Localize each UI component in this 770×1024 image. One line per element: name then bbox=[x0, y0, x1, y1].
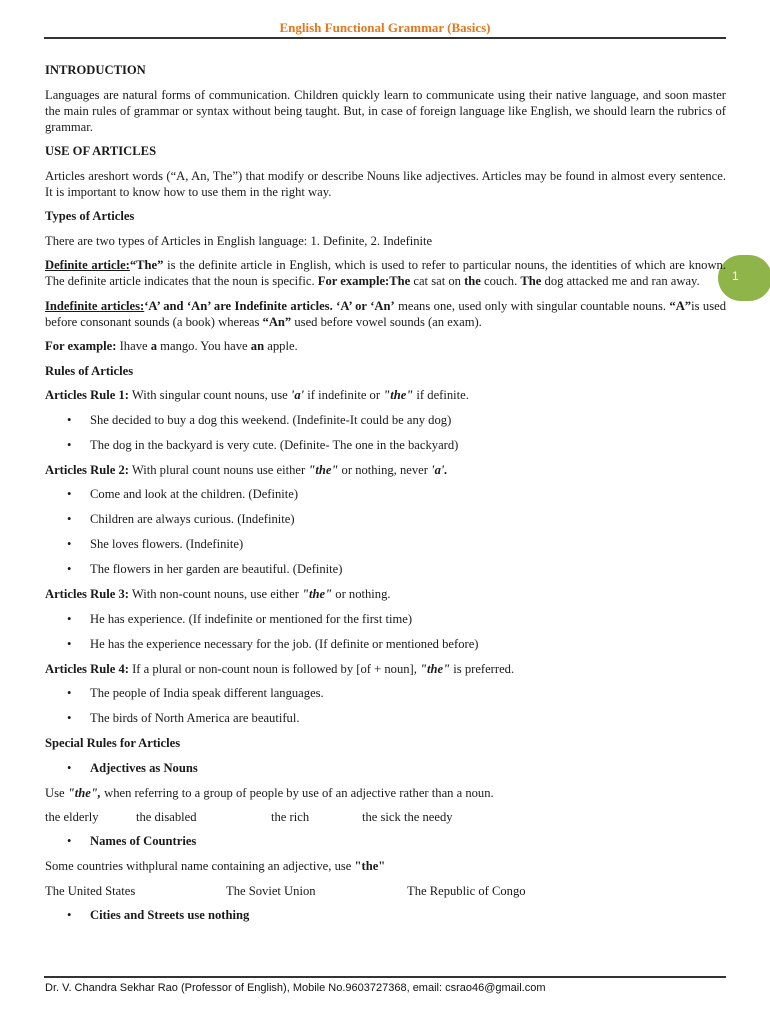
list-item-text: The people of India speak different languages. bbox=[90, 686, 324, 700]
rule-1-label: Articles Rule 1: bbox=[45, 388, 129, 402]
definite-example-the: the bbox=[464, 274, 481, 288]
bullet-icon: • bbox=[67, 537, 72, 551]
list-item bbox=[45, 486, 726, 502]
definite-label: Definite article: bbox=[45, 258, 130, 272]
example-an: an bbox=[250, 339, 265, 353]
bullet-icon: • bbox=[67, 636, 72, 651]
intro-paragraph: Languages are natural forms of communication. Children quickly learn to communicate using their native language, and soon master the main rules of grammar or syntax without being taught. But, in case of foreign language like English, we should learn the rubrics of grammar. bbox=[45, 87, 726, 134]
rule-2-the: "the" bbox=[308, 462, 339, 477]
example-text-2: mango. You have bbox=[157, 339, 251, 353]
cities-heading: Cities and Streets use nothing bbox=[90, 907, 250, 922]
list-item bbox=[45, 611, 726, 627]
bullet-icon: • bbox=[67, 834, 72, 848]
list-item-text: He has the experience necessary for the job. (If definite or mentioned before) bbox=[90, 636, 479, 651]
rule-3-the: "the" bbox=[302, 587, 333, 601]
indefinite-a: “A” bbox=[669, 298, 692, 313]
example-a: a bbox=[150, 339, 158, 353]
definite-example-label: For example:The bbox=[317, 274, 411, 288]
rule-3-label: Articles Rule 3: bbox=[45, 587, 129, 601]
definite-the: “The” bbox=[129, 258, 164, 272]
adjectives-examples bbox=[45, 809, 726, 825]
special-rules-heading: Special Rules for Articles bbox=[45, 736, 181, 750]
rule-3-text-1: With non-count nouns, use either bbox=[128, 587, 303, 601]
example-item: The United States bbox=[45, 883, 136, 898]
countries-the: "the" bbox=[354, 859, 386, 873]
list-item bbox=[45, 636, 726, 652]
list-item-text: The birds of North America are beautiful. bbox=[90, 711, 300, 725]
rules-heading: Rules of Articles bbox=[45, 363, 134, 378]
definite-paragraph bbox=[45, 257, 726, 289]
subheading-adjectives bbox=[45, 760, 726, 776]
rule-2 bbox=[45, 462, 726, 478]
rule-1-text-1: With singular count nouns, use bbox=[128, 388, 291, 402]
adjectives-text-2: when referring to a group of people by use of an adjective rather than a noun. bbox=[100, 785, 494, 800]
indefinite-bold: ‘A’ and ‘An’ are Indefinite articles. ‘A’ or ‘An’ bbox=[144, 298, 395, 313]
rule-4-the: "the" bbox=[420, 661, 451, 676]
subheading-countries bbox=[45, 833, 726, 849]
list-item bbox=[45, 685, 726, 701]
rule-1-text-3: if definite. bbox=[413, 388, 469, 402]
rule-2-text-1: With plural count nouns use either bbox=[128, 462, 309, 477]
list-item bbox=[45, 536, 726, 552]
example-item: the disabled bbox=[136, 810, 197, 824]
definite-example-The: The bbox=[520, 274, 542, 288]
intro-heading: INTRODUCTION bbox=[45, 63, 146, 77]
countries-text: Some countries withplural name containing an adjective, use bbox=[45, 859, 355, 873]
bullet-icon: • bbox=[67, 487, 72, 501]
list-item-text: She decided to buy a dog this weekend. (Indefinite-It could be any dog) bbox=[90, 412, 452, 427]
definite-text: is the definite article in English, which is used to refer to particular nouns, the identities of which are known. The definite article indicates that the noun is specific. bbox=[45, 258, 726, 288]
definite-example-text-3: dog attacked me and ran away. bbox=[541, 274, 700, 288]
list-item bbox=[45, 437, 726, 453]
articles-heading: USE OF ARTICLES bbox=[45, 144, 157, 158]
bullet-icon: • bbox=[67, 437, 72, 452]
types-heading: Types of Articles bbox=[45, 209, 135, 223]
rule-1-the: "the" bbox=[383, 388, 414, 402]
rule-1-a: 'a' bbox=[290, 388, 305, 402]
footer-rule bbox=[44, 976, 726, 978]
rule-4 bbox=[45, 661, 726, 677]
example-item: the sick the needy bbox=[362, 810, 453, 824]
rule-4-text-1: If a plural or non-count noun is followed by [of + noun], bbox=[128, 661, 421, 676]
list-item-text: Come and look at the children. (Definite) bbox=[90, 487, 299, 501]
subheading-cities bbox=[45, 907, 726, 923]
example-item: The Republic of Congo bbox=[407, 883, 526, 898]
example-paragraph bbox=[45, 338, 726, 354]
list-item-text: The flowers in her garden are beautiful. (Definite) bbox=[90, 562, 343, 576]
rule-2-a: 'a'. bbox=[431, 462, 448, 477]
example-text-3: apple. bbox=[264, 339, 298, 353]
bullet-icon: • bbox=[67, 512, 72, 526]
types-paragraph: There are two types of Articles in English language: 1. Definite, 2. Indefinite bbox=[45, 233, 433, 248]
list-item bbox=[45, 561, 726, 577]
list-item bbox=[45, 412, 726, 428]
rule-4-text-2: is preferred. bbox=[450, 661, 515, 676]
list-item-text: He has experience. (If indefinite or mentioned for the first time) bbox=[90, 611, 413, 626]
example-text-1: Ihave bbox=[116, 339, 151, 353]
page-header-title: English Functional Grammar (Basics) bbox=[279, 20, 491, 35]
example-item: the elderly bbox=[45, 810, 99, 824]
page-footer: Dr. V. Chandra Sekhar Rao (Professor of English), Mobile No.9603727368, email: csrao46@gmail.com bbox=[45, 982, 546, 994]
rule-2-label: Articles Rule 2: bbox=[45, 462, 129, 477]
definite-example-text-1: cat sat on bbox=[410, 274, 465, 288]
bullet-icon: • bbox=[67, 412, 72, 427]
page-number: 1 bbox=[732, 269, 739, 283]
list-item bbox=[45, 511, 726, 527]
list-item-text: Children are always curious. (Indefinite) bbox=[90, 512, 295, 526]
countries-heading: Names of Countries bbox=[90, 834, 197, 848]
definite-example-text-2: couch. bbox=[480, 274, 521, 288]
bullet-icon: • bbox=[67, 711, 72, 725]
indefinite-text-3: used before vowel sounds (an exam). bbox=[291, 314, 482, 329]
bullet-icon: • bbox=[67, 760, 72, 775]
list-item-text: The dog in the backyard is very cute. (Definite- The one in the backyard) bbox=[90, 437, 459, 452]
adjectives-paragraph bbox=[45, 785, 726, 801]
indefinite-an: “An” bbox=[262, 314, 292, 329]
rule-2-text-2: or nothing, never bbox=[338, 462, 432, 477]
indefinite-paragraph bbox=[45, 298, 726, 330]
adjectives-text-1: Use bbox=[45, 785, 68, 800]
header-rule bbox=[44, 37, 726, 39]
rule-4-label: Articles Rule 4: bbox=[45, 661, 129, 676]
countries-examples bbox=[45, 883, 726, 899]
countries-paragraph bbox=[45, 858, 726, 874]
indefinite-label: Indefinite articles: bbox=[45, 298, 145, 313]
list-item bbox=[45, 710, 726, 726]
example-label: For example: bbox=[45, 339, 117, 353]
list-item-text: She loves flowers. (Indefinite) bbox=[90, 537, 244, 551]
indefinite-text-1: means one, used only with singular countable nouns. bbox=[394, 298, 670, 313]
rule-3 bbox=[45, 586, 726, 602]
rule-1 bbox=[45, 387, 726, 403]
adjectives-the: "the", bbox=[67, 785, 101, 800]
bullet-icon: • bbox=[67, 611, 72, 626]
document-body bbox=[45, 62, 726, 932]
bullet-icon: • bbox=[67, 907, 72, 922]
indefinite-text-2: is used before consonant sounds (a book) whereas bbox=[45, 298, 726, 329]
bullet-icon: • bbox=[67, 562, 72, 576]
adjectives-heading: Adjectives as Nouns bbox=[90, 760, 198, 775]
example-item: the rich bbox=[271, 810, 310, 824]
rule-3-text-2: or nothing. bbox=[332, 587, 391, 601]
bullet-icon: • bbox=[67, 686, 72, 700]
rule-1-text-2: if indefinite or bbox=[304, 388, 384, 402]
articles-paragraph: Articles areshort words (“A, An, The”) that modify or describe Nouns like adjectives. Articles may be found in almost every sentence. It is important to know how to use them in the right way. bbox=[45, 168, 726, 199]
example-item: The Soviet Union bbox=[226, 883, 316, 898]
